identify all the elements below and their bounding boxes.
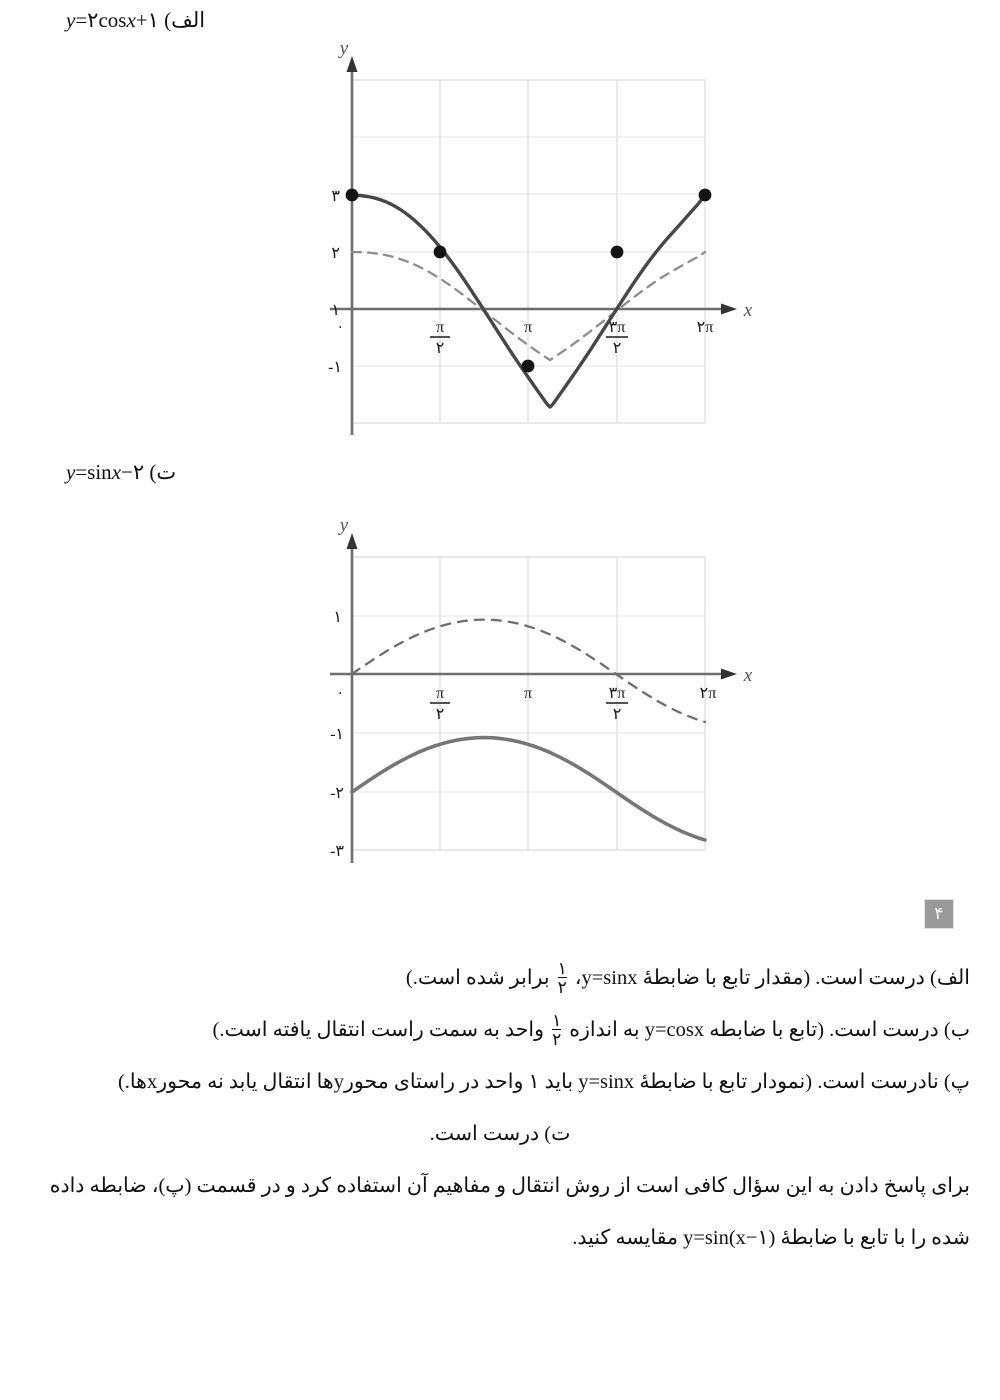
- chart-sine-svg: [300, 505, 760, 880]
- equation-variable-y: y: [66, 460, 76, 484]
- answer-te: [30, 1111, 970, 1157]
- equation-caption-alef: [66, 10, 205, 31]
- answer-hint-1: [30, 1163, 970, 1209]
- answer-pe: [30, 1059, 970, 1105]
- x-tick-pi-over-2-denominator: ۲: [435, 340, 445, 357]
- inline-fraction: [558, 960, 567, 997]
- y-tick-minus2: -۲: [330, 785, 344, 802]
- x-tick-pi-over-2-denominator: ۲: [435, 706, 445, 723]
- answer-hint-2: [30, 1215, 970, 1261]
- y-tick-minus1: -۱: [328, 359, 342, 376]
- x-tick-2pi: ۲π: [699, 685, 717, 702]
- answer-text: برابر شده است.): [405, 967, 555, 989]
- y-tick-3: ۳: [331, 188, 340, 205]
- equation-variable-y: y: [66, 8, 76, 32]
- answer-text: الف) درست است. (مقدار تابع با ضابطهٔ: [637, 967, 970, 989]
- caption-equation-alef: [66, 10, 159, 31]
- answer-text: واحد به سمت راست انتقال یافته است.): [212, 1019, 550, 1041]
- answer-text: برای پاسخ دادن به این سؤال کافی است از روش انتقال و مفاهیم آن استفاده کرد و در قسمت (پ)، ضابطه داده: [49, 1175, 970, 1197]
- inline-equation: y=sinx: [581, 967, 638, 989]
- equation-tail: −۲: [121, 460, 145, 484]
- inline-fraction: [552, 1012, 561, 1049]
- x-axis-tick-labels: [430, 685, 716, 723]
- caption-marker-te: ت): [149, 460, 177, 484]
- y-tick-1: ۱: [333, 609, 342, 626]
- inline-equation: y=cosx: [644, 1019, 705, 1041]
- x-tick-2pi: ۲π: [696, 319, 714, 336]
- answer-text: پ) نادرست است. (نمودار تابع با ضابطهٔ: [634, 1071, 970, 1093]
- equation-caption-te: [66, 462, 176, 483]
- y-axis-label: y: [339, 38, 349, 59]
- chart-cosine-svg: [300, 40, 760, 440]
- fraction-numerator: ۱: [557, 958, 567, 978]
- answer-alef: [30, 955, 970, 1001]
- answer-text: ،: [569, 967, 582, 989]
- answer-text: ب) درست است. (تابع با ضابطه: [704, 1019, 970, 1041]
- answer-be: [30, 1007, 970, 1053]
- fraction-numerator: ۱: [552, 1010, 562, 1030]
- x-tick-pi-over-2-numerator: π: [435, 685, 445, 702]
- chart-cosine-shifted: [300, 40, 760, 440]
- x-tick-3pi-over-2-numerator: ۳π: [608, 319, 626, 336]
- answer-text: باید ۱ واحد در راستای محور: [343, 1071, 579, 1093]
- inline-equation: y=sin(x−۱): [683, 1227, 776, 1249]
- caption-marker-alef: الف): [164, 8, 206, 32]
- chart-sine-shifted: [300, 505, 760, 880]
- inline-equation: y=sinx: [578, 1071, 635, 1093]
- answer-text: ت) درست است.: [429, 1123, 571, 1145]
- y-axis-tick-labels: [328, 188, 344, 376]
- y-tick-1: ۱: [331, 302, 340, 319]
- y-tick-2: ۲: [331, 245, 340, 262]
- x-tick-pi: π: [523, 319, 533, 336]
- grid-lines: [352, 557, 705, 850]
- equation-variable-x: x: [126, 8, 136, 32]
- inline-equation: y: [333, 1071, 344, 1093]
- y-tick-0: ۰: [336, 686, 344, 701]
- x-tick-pi-over-2-numerator: π: [435, 319, 445, 336]
- inline-equation: x: [147, 1071, 158, 1093]
- x-tick-3pi-over-2-denominator: ۲: [612, 706, 622, 723]
- x-axis-label: x: [743, 300, 753, 321]
- answer-text: به اندازه: [564, 1019, 645, 1041]
- answers-section: [30, 955, 970, 1267]
- y-tick-minus1: -۱: [330, 726, 344, 743]
- x-tick-3pi-over-2-numerator: ۳π: [608, 685, 626, 702]
- fraction-denominator: ۲: [557, 978, 567, 998]
- y-tick-0: ۰: [336, 320, 344, 335]
- equation-tail: +۱: [135, 8, 159, 32]
- equation-body: =sin: [75, 460, 112, 484]
- equation-body: =۲cos: [75, 8, 127, 32]
- axes: [330, 56, 737, 435]
- answer-text: ‌ها انتقال یابد نه محور: [157, 1071, 334, 1093]
- fraction-denominator: ۲: [552, 1030, 562, 1050]
- x-tick-pi: π: [523, 685, 533, 702]
- answer-text: شده را با تابع با ضابطهٔ: [775, 1227, 970, 1249]
- answer-text: ‌ها.): [117, 1071, 147, 1093]
- section-number-badge: ۴: [925, 900, 953, 928]
- y-tick-minus3: -۳: [330, 843, 344, 860]
- answer-text: مقایسه کنید.: [572, 1227, 684, 1249]
- x-axis-tick-labels: [430, 319, 713, 357]
- equation-variable-x: x: [111, 460, 122, 484]
- caption-equation-te: [66, 462, 144, 483]
- x-tick-3pi-over-2-denominator: ۲: [612, 340, 622, 357]
- axes: [330, 533, 737, 863]
- y-axis-label: y: [339, 515, 349, 536]
- x-axis-label: x: [743, 665, 753, 686]
- y-axis-tick-labels: [330, 609, 344, 860]
